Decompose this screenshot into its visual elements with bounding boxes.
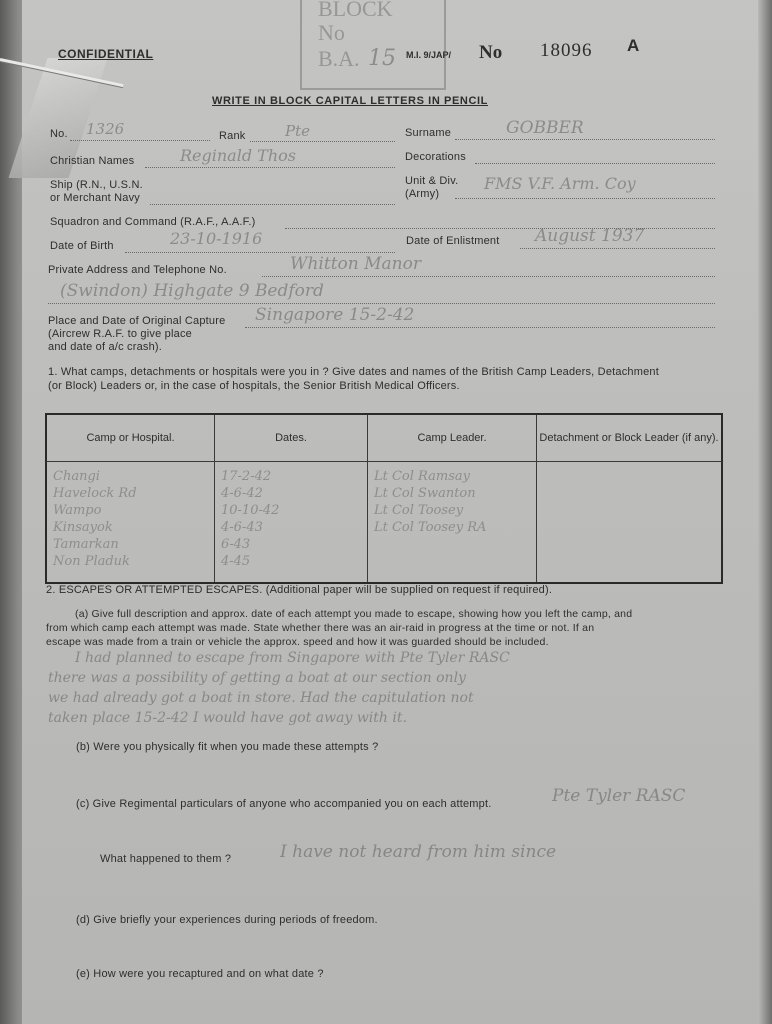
- decorations-line: [475, 163, 715, 164]
- decorations-label: Decorations: [405, 151, 466, 163]
- address-label: Private Address and Telephone No.: [48, 264, 227, 276]
- camps-table: [45, 413, 723, 584]
- service-no-label: No.: [50, 128, 68, 140]
- ship-label-2: or Merchant Navy: [50, 192, 141, 204]
- capture-value: Singapore 15-2-42: [255, 305, 415, 325]
- dob-value: 23-10-1916: [170, 229, 263, 248]
- answer-2a-line-2: there was a possibility of getting a boat at our section only: [48, 670, 466, 686]
- squadron-line: [285, 228, 715, 229]
- service-no-value: 1326: [86, 120, 125, 138]
- camp-entry: Havelock Rd: [53, 486, 137, 501]
- form-code: M.I. 9/JAP/: [406, 50, 452, 60]
- unit-label-1: Unit & Div.: [405, 175, 459, 187]
- answer-2c-what-happened: I have not heard from him since: [280, 842, 557, 862]
- leader-entry: Lt Col Ramsay: [374, 469, 470, 484]
- camp-entry: Kinsayok: [53, 520, 113, 535]
- header-camp-leader: Camp Leader.: [368, 414, 537, 462]
- camp-cell: [46, 462, 215, 584]
- squadron-label: Squadron and Command (R.A.F., A.A.F.): [50, 216, 256, 228]
- rank-label: Rank: [219, 130, 246, 142]
- camp-entry: Tamarkan: [53, 537, 119, 552]
- question-2b-text: (b) Were you physically fit when you made these attempts ?: [76, 741, 379, 753]
- address-line-1: [262, 276, 715, 277]
- date-entry: 4-45: [221, 554, 251, 569]
- camp-entry: Changi: [53, 469, 100, 484]
- question-2-heading: 2. ESCAPES OR ATTEMPTED ESCAPES. (Additional paper will be supplied on request if required).: [46, 584, 553, 596]
- dob-line: [125, 252, 395, 253]
- date-entry: 4-6-43: [221, 520, 263, 535]
- stamp-number: 15: [368, 46, 396, 71]
- date-entry: 10-10-42: [221, 503, 280, 518]
- capture-label-3: and date of a/c crash).: [48, 341, 163, 353]
- leader-entry: Lt Col Toosey: [374, 503, 464, 518]
- surname-line: [455, 139, 715, 140]
- dob-label: Date of Birth: [50, 240, 114, 252]
- capture-label-1: Place and Date of Original Capture: [48, 315, 226, 327]
- answer-2c: Pte Tyler RASC: [552, 786, 686, 806]
- header-dates: Dates.: [215, 414, 368, 462]
- enlistment-value: August 1937: [535, 226, 645, 246]
- surname-label: Surname: [405, 127, 452, 139]
- surname-value: GOBBER: [506, 118, 584, 138]
- capture-line: [245, 327, 715, 328]
- unit-value: FMS V.F. Arm. Coy: [484, 174, 636, 193]
- date-entry: 6-43: [221, 537, 251, 552]
- service-no-line: [70, 140, 210, 141]
- rank-line: [250, 141, 395, 142]
- question-2d-text: (d) Give briefly your experiences during periods of freedom.: [76, 914, 378, 926]
- stamp-line-1: BLOCK: [318, 0, 393, 21]
- page-edge-right: [758, 0, 772, 1024]
- unit-line: [455, 198, 715, 199]
- christian-names-line: [145, 167, 395, 168]
- ship-label-1: Ship (R.N., U.S.N.: [50, 179, 143, 191]
- leader-entry: Lt Col Toosey RA: [374, 520, 487, 535]
- table-row: [46, 462, 722, 584]
- form-suffix: A: [627, 36, 640, 55]
- answer-2a-line-3: we had already got a boat in store. Had the capitulation not: [48, 690, 474, 706]
- address-line-2: [48, 303, 715, 304]
- stamp-line-2: No: [318, 20, 345, 45]
- leader-entry: Lt Col Swanton: [374, 486, 476, 501]
- capture-label-2: (Aircrew R.A.F. to give place: [48, 328, 192, 340]
- question-2a-text-3: escape was made from a train or vehicle the approx. speed and how it was guarded should be included.: [46, 636, 549, 648]
- date-entry: 17-2-42: [221, 469, 272, 484]
- instruction-heading: WRITE IN BLOCK CAPITAL LETTERS IN PENCIL: [212, 95, 488, 107]
- header-camp: Camp or Hospital.: [46, 414, 215, 462]
- address-value-2: (Swindon) Highgate 9 Bedford: [60, 281, 324, 301]
- camps-table-header: [46, 414, 722, 462]
- number-label: No: [479, 42, 503, 63]
- enlistment-line: [520, 248, 715, 249]
- rank-value: Pte: [285, 122, 310, 140]
- question-2a-text-2: from which camp each attempt was made. State whether there was an air-raid in progress at the time or not. If an: [46, 622, 595, 634]
- stamp-line-3: B.A.: [318, 46, 360, 71]
- ship-line: [150, 204, 395, 205]
- question-1-text-2: (or Block) Leaders or, in the case of hospitals, the Senior British Medical Officers.: [48, 380, 460, 392]
- answer-2a-line-1: I had planned to escape from Singapore with Pte Tyler RASC: [75, 650, 510, 666]
- christian-names-label: Christian Names: [50, 155, 135, 167]
- address-value-1: Whitton Manor: [290, 254, 421, 274]
- answer-2a-line-4: taken place 15-2-42 I would have got away with it.: [48, 710, 407, 726]
- question-2a-text-1: (a) Give full description and approx. date of each attempt you made to escape, showing how you left the camp, and: [75, 608, 633, 620]
- question-2c-text: (c) Give Regimental particulars of anyone who accompanied you on each attempt.: [76, 798, 492, 810]
- confidential-mark: CONFIDENTIAL: [58, 47, 154, 61]
- question-2c-what-happened: What happened to them ?: [100, 853, 232, 865]
- dates-cell: [215, 462, 368, 584]
- detachment-leader-cell: [537, 462, 723, 584]
- question-1-text-1: 1. What camps, detachments or hospitals were you in ? Give dates and names of the British Camp Leaders, Detachment: [48, 366, 659, 378]
- christian-names-value: Reginald Thos: [180, 146, 296, 165]
- camp-leader-cell: [368, 462, 537, 584]
- header-detachment-leader: Detachment or Block Leader (if any).: [537, 414, 723, 462]
- unit-label-2: (Army): [405, 188, 440, 200]
- enlistment-label: Date of Enlistment: [406, 235, 500, 247]
- camp-entry: Wampo: [53, 503, 102, 518]
- form-number: 18096: [540, 40, 593, 61]
- camp-entry: Non Pladuk: [53, 554, 130, 569]
- date-entry: 4-6-42: [221, 486, 263, 501]
- question-2e-text: (e) How were you recaptured and on what date ?: [76, 968, 324, 980]
